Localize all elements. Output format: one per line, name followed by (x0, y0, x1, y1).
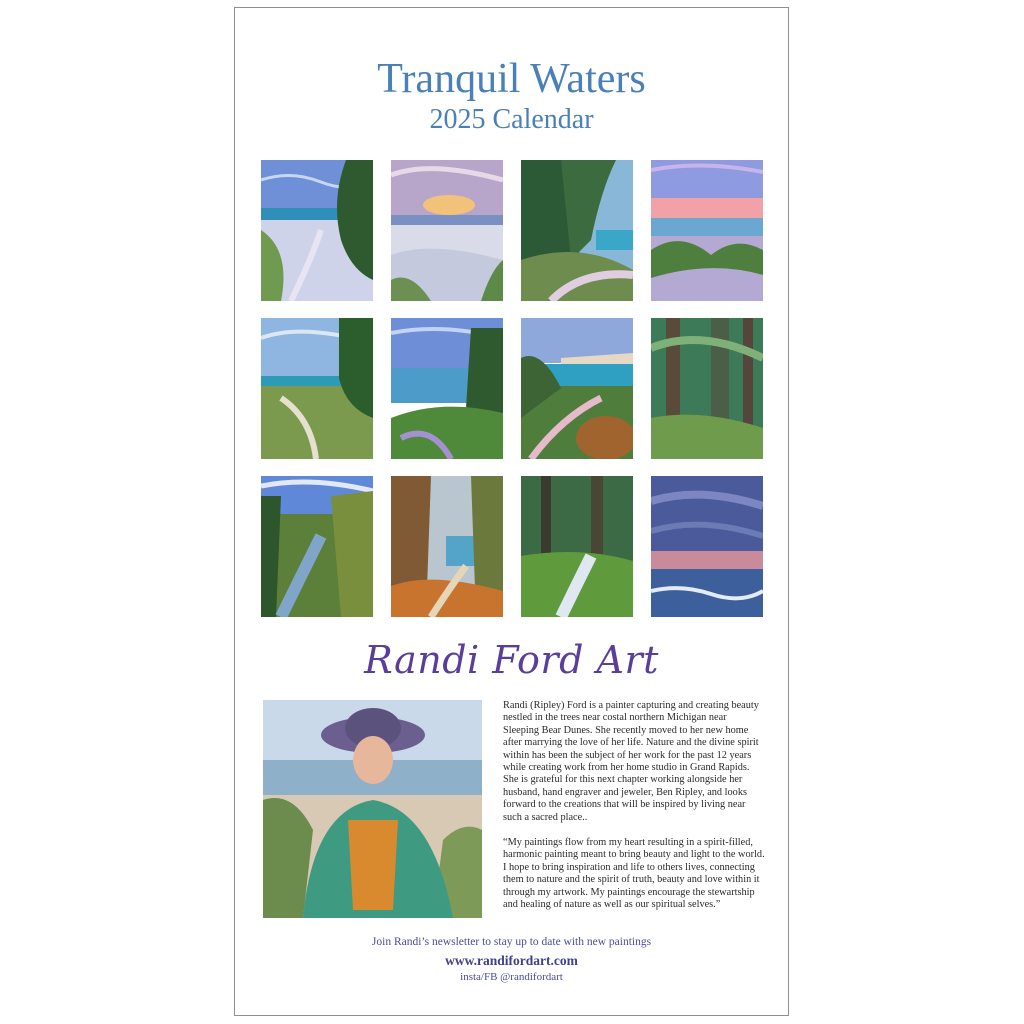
painting-grid (261, 160, 765, 622)
painting-thumbnail (651, 160, 763, 301)
painting-thumbnail (261, 318, 373, 459)
artist-bio (503, 700, 765, 925)
calendar-title: Tranquil Waters (377, 56, 646, 102)
painting-thumbnail (261, 160, 373, 301)
painting-thumbnail (391, 476, 503, 617)
painting-thumbnail (651, 476, 763, 617)
artist-quote: “My paintings flow from my heart resulting in a spirit-filled, harmonic painting meant to bring beauty and light to the world. I hope to bring inspiration and life to others lives, connecting them to nature and the spirit of truth, beauty and love within it through my artwork. My paintings encourage the stewartship and healing of nature as well as our spiritual selves.” (503, 837, 765, 911)
painting-thumbnail (261, 476, 373, 617)
calendar-back-cover (234, 7, 789, 1016)
painting-thumbnail (521, 160, 633, 301)
newsletter-text: Join Randi’s newsletter to stay up to date with new paintings (371, 936, 652, 948)
painting-thumbnail (391, 160, 503, 301)
bio-paragraph: Randi (Ripley) Ford is a painter capturing and creating beauty nestled in the trees near costal northern Michigan near Sleeping Bear Dunes. She recently moved to her new home after marrying the love of her life. Nature and the divine spirit within has been the subject of her work for the past 12 years while creating work from her home studio in Grand Rapids. She is grateful for this next chapter working alongside her husband, hand engraver and jeweler, Ben Ripley, and looks forward to the creations that will be inspired by living near such a sacred place.. (503, 700, 759, 823)
artist-brand-signature: Randi Ford Art (364, 638, 659, 682)
calendar-subtitle: 2025 Calendar (429, 104, 594, 135)
artist-portrait-photo (263, 700, 482, 918)
painting-thumbnail (391, 318, 503, 459)
painting-thumbnail (521, 476, 633, 617)
painting-thumbnail (651, 318, 763, 459)
painting-thumbnail (521, 318, 633, 459)
website-link[interactable]: www.randifordart.com (445, 953, 578, 968)
social-handle: insta/FB @randifordart (460, 971, 563, 983)
